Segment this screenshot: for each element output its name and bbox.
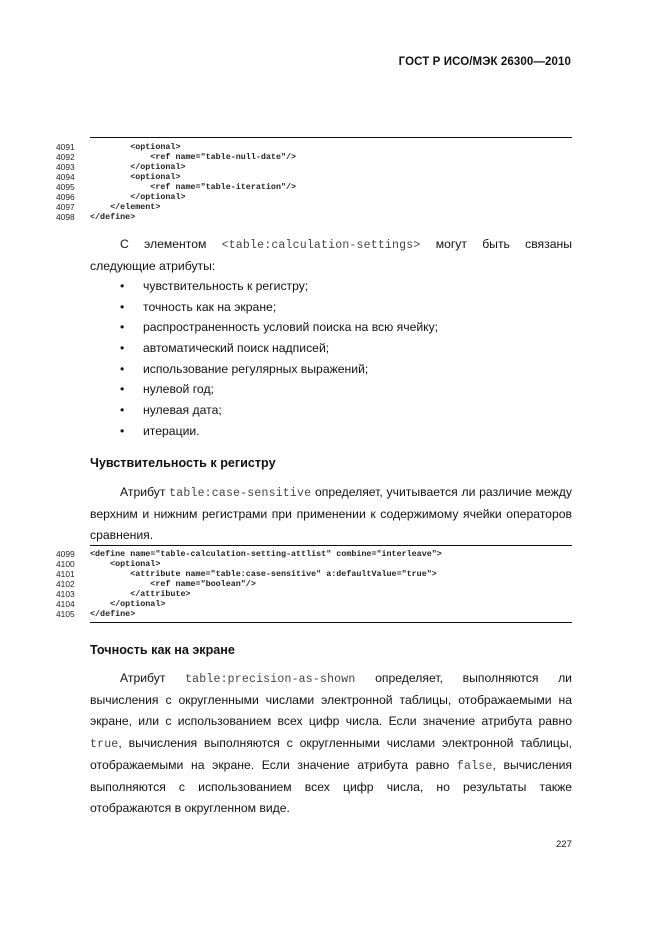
list-item: [90, 400, 438, 421]
section-heading-case-sensitive: Чувствительность к регистру: [90, 456, 276, 470]
list-item-text: итерации.: [143, 423, 200, 438]
list-item-text: использование регулярных выражений;: [143, 361, 369, 376]
code-text: </optional>: [90, 599, 166, 609]
case-code: table:case-sensitive: [169, 487, 312, 500]
line-number: 4102: [56, 579, 75, 589]
line-number: 4100: [56, 559, 75, 569]
code-text: </define>: [90, 212, 136, 222]
code-line: [56, 162, 572, 172]
case-sensitive-paragraph: [90, 482, 572, 547]
code-line: [56, 559, 572, 569]
code-line: [56, 589, 572, 599]
precision-paragraph: [90, 668, 572, 819]
code-text: </optional>: [90, 192, 186, 202]
case-text-after: определяет, учитывается ли различие между верхним и нижним регистрами при применении к содержимому ячейки операторов сравнения.: [90, 485, 572, 543]
precision-text-3: , вычисления выполняются с округленными числами электронной таблицы, отображаемыми на экране. Если значение атрибута равно: [90, 735, 572, 772]
line-number: 4097: [56, 202, 75, 212]
line-number: 4099: [56, 549, 75, 559]
code-text: <ref name="boolean"/>: [90, 579, 256, 589]
precision-code-true: true: [90, 737, 119, 751]
line-number: 4101: [56, 569, 75, 579]
bullet-icon: •: [120, 341, 125, 356]
code-text: </element>: [90, 202, 161, 212]
intro-text-after: могут быть связаны следующие атрибуты:: [90, 237, 572, 274]
line-number: 4105: [56, 609, 75, 619]
code-text: </define>: [90, 609, 136, 619]
code-block-case-sensitive: [56, 545, 572, 623]
line-number: 4098: [56, 212, 75, 222]
intro-text-before: С элементом: [120, 237, 222, 251]
intro-code: <table:calculation-settings>: [221, 239, 421, 252]
list-item-text: точность как на экране;: [143, 299, 277, 314]
line-number: 4093: [56, 162, 75, 172]
attribute-list: [90, 276, 438, 442]
code-text: <attribute name="table:case-sensitive" a:defaultValue="true">: [90, 569, 437, 579]
list-item: [90, 297, 438, 318]
code-line: [56, 599, 572, 609]
code-text: <optional>: [90, 172, 181, 182]
line-number: 4104: [56, 599, 75, 609]
line-number: 4094: [56, 172, 75, 182]
code-line: [56, 142, 572, 152]
bullet-icon: •: [120, 382, 125, 397]
precision-text-2: определяет, выполняются ли вычисления с округленными числами электронной таблицы, отображаемыми на экране, или с использованием всех цифр числа. Если значение атрибута равно: [90, 671, 572, 729]
precision-code-false: false: [456, 759, 493, 773]
code-line: [56, 579, 572, 589]
code-line: [56, 192, 572, 202]
code-block-define-end: [56, 137, 572, 222]
list-item-text: нулевая дата;: [143, 403, 222, 418]
section-heading-precision: Точность как на экране: [90, 643, 235, 657]
line-number: 4092: [56, 152, 75, 162]
bullet-icon: •: [120, 320, 125, 335]
code-text: </attribute>: [90, 589, 191, 599]
page-number: 227: [556, 839, 572, 850]
bullet-icon: •: [120, 361, 125, 376]
list-item-text: нулевой год;: [143, 382, 214, 397]
code-text: <optional>: [90, 559, 161, 569]
document-standard-title: ГОСТ Р ИСО/МЭК 26300—2010: [398, 56, 571, 68]
bullet-icon: •: [120, 423, 125, 438]
code-line: [56, 182, 572, 192]
list-item: [90, 359, 438, 380]
list-item: [90, 338, 438, 359]
code-rule-bottom: [90, 622, 572, 623]
precision-text-4: , вычисления выполняются с использованием всех цифр числа, но результаты также отображаются в округленном виде.: [90, 757, 572, 816]
code-text: <define name="table-calculation-setting-attlist" combine="interleave">: [90, 549, 442, 559]
case-text-before: Атрибут: [120, 485, 170, 499]
precision-text-1: Атрибут: [120, 671, 186, 685]
code-line: [56, 569, 572, 579]
bullet-icon: •: [120, 299, 125, 314]
intro-paragraph: [90, 234, 572, 277]
line-number: 4095: [56, 182, 75, 192]
line-number: 4096: [56, 192, 75, 202]
bullet-icon: •: [120, 279, 125, 293]
code-text: <optional>: [90, 142, 181, 152]
code-text: <ref name="table-iteration"/>: [90, 182, 297, 192]
code-line: [56, 549, 572, 559]
list-item-text: чувствительность к регистру;: [143, 279, 309, 293]
bullet-icon: •: [120, 403, 125, 418]
list-item: [90, 421, 438, 442]
list-item: [90, 379, 438, 400]
precision-code-attribute: table:precision-as-shown: [185, 673, 356, 686]
code-line: [56, 609, 572, 619]
list-item: [90, 276, 438, 297]
line-number: 4091: [56, 142, 75, 152]
list-item: [90, 317, 438, 338]
code-line: [56, 172, 572, 182]
list-item-text: распространенность условий поиска на всю ячейку;: [143, 320, 439, 335]
code-text: <ref name="table-null-date"/>: [90, 152, 297, 162]
code-line: [56, 202, 572, 212]
code-line: [56, 212, 572, 222]
code-line: [56, 152, 572, 162]
list-item-text: автоматический поиск надписей;: [143, 341, 330, 356]
line-number: 4103: [56, 589, 75, 599]
code-text: </optional>: [90, 162, 186, 172]
